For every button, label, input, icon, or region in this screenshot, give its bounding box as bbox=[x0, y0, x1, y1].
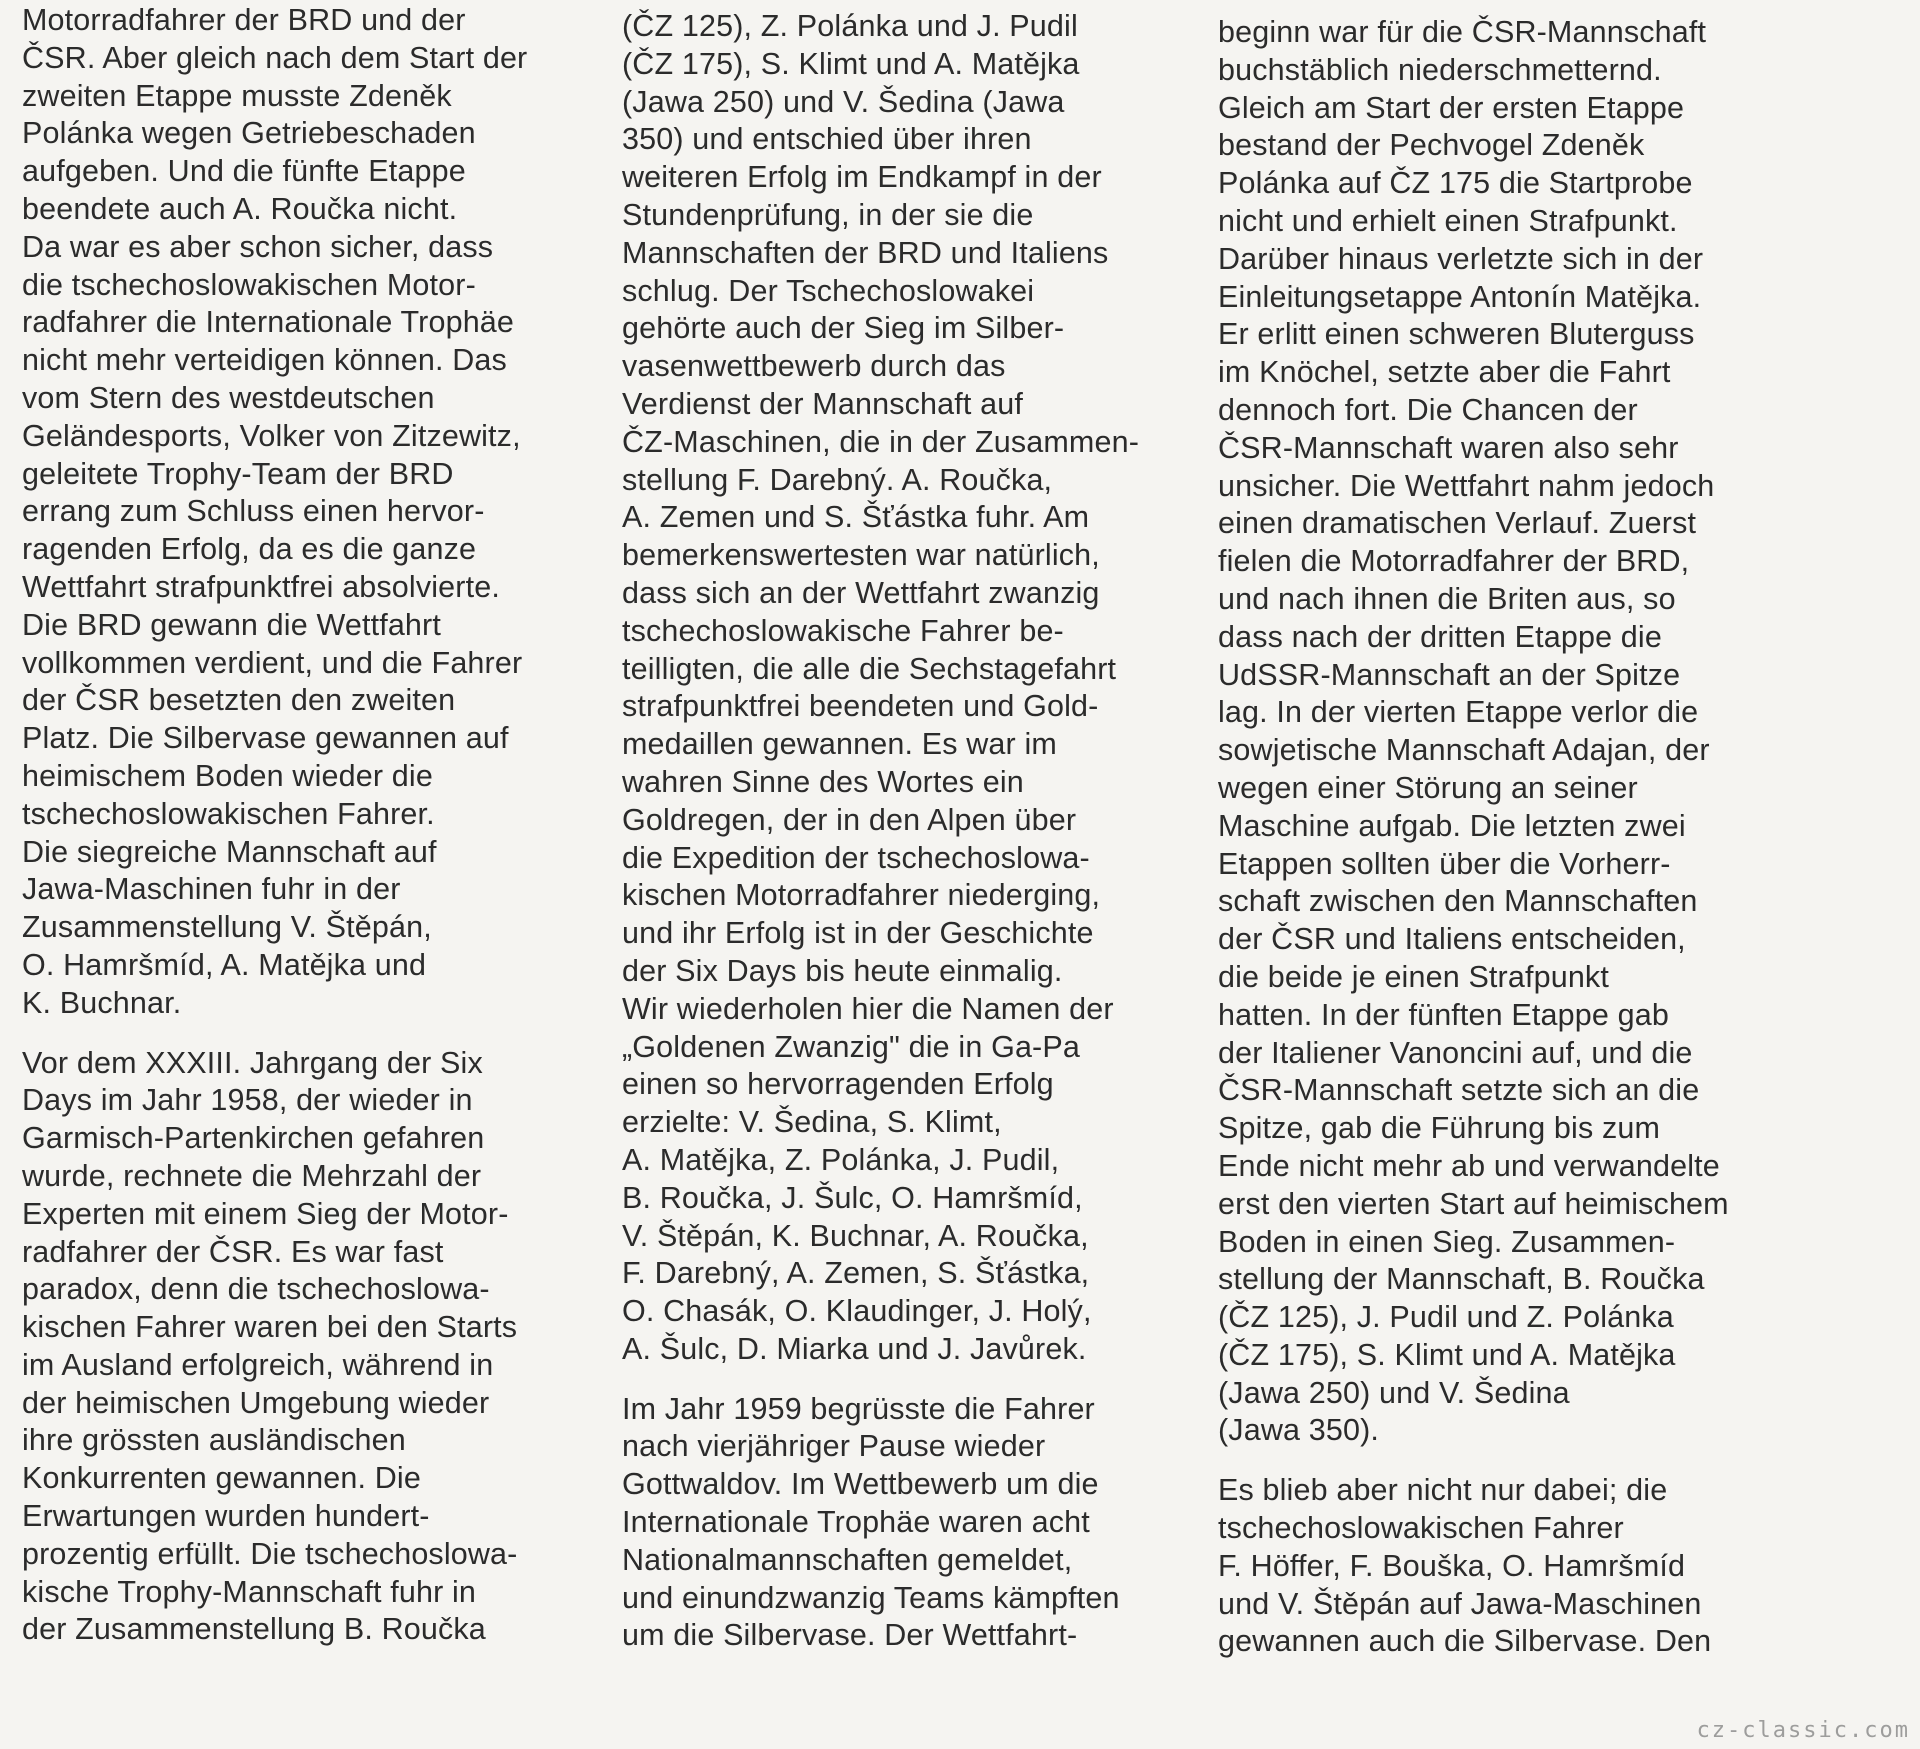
text-column-3 bbox=[1218, 14, 1838, 1661]
text-line: dass nach der dritten Etappe die bbox=[1218, 619, 1662, 654]
text-line: der heimischen Umgebung wieder bbox=[22, 1385, 490, 1420]
text-line: O. Hamršmíd, A. Matějka und bbox=[22, 947, 427, 982]
text-line: A. Zemen und S. Šťástka fuhr. Am bbox=[622, 500, 1090, 535]
text-line: ČSR. Aber gleich nach dem Start der bbox=[22, 40, 528, 75]
text-line: sowjetische Mannschaft Adajan, der bbox=[1218, 733, 1710, 768]
text-line: wegen einer Störung an seiner bbox=[1218, 770, 1638, 805]
text-line: Er erlitt einen schweren Bluterguss bbox=[1218, 317, 1695, 352]
paragraph bbox=[622, 1391, 1222, 1656]
text-line: B. Roučka, J. Šulc, O. Hamršmíd, bbox=[622, 1180, 1083, 1215]
paragraph bbox=[1218, 1472, 1838, 1661]
text-line: Spitze, gab die Führung bis zum bbox=[1218, 1111, 1661, 1146]
text-line: Experten mit einem Sieg der Motor- bbox=[22, 1196, 509, 1231]
text-line: medaillen gewannen. Es war im bbox=[622, 727, 1057, 762]
text-line: Konkurrenten gewannen. Die bbox=[22, 1461, 421, 1496]
text-line: weiteren Erfolg im Endkampf in der bbox=[622, 160, 1102, 195]
text-line: zweiten Etappe musste Zdeněk bbox=[22, 78, 452, 113]
text-line: Darüber hinaus verletzte sich in der bbox=[1218, 241, 1704, 276]
text-line: errang zum Schluss einen hervor- bbox=[22, 494, 485, 529]
text-line: (Jawa 350). bbox=[1218, 1413, 1380, 1448]
text-line: im Ausland erfolgreich, während in bbox=[22, 1347, 494, 1382]
paragraph bbox=[22, 2, 622, 1023]
text-line: geleitete Trophy-Team der BRD bbox=[22, 456, 454, 491]
text-line: Garmisch-Partenkirchen gefahren bbox=[22, 1121, 485, 1156]
text-line: Polánka auf ČZ 175 die Startprobe bbox=[1218, 166, 1693, 201]
text-line: einen dramatischen Verlauf. Zuerst bbox=[1218, 506, 1697, 541]
text-line: radfahrer der ČSR. Es war fast bbox=[22, 1234, 444, 1269]
text-line: Boden in einen Sieg. Zusammen- bbox=[1218, 1224, 1676, 1259]
text-line: K. Buchnar. bbox=[22, 985, 182, 1020]
text-line: Im Jahr 1959 begrüsste die Fahrer bbox=[622, 1391, 1095, 1426]
text-line: gewannen auch die Silbervase. Den bbox=[1218, 1624, 1712, 1659]
text-line: Gleich am Start der ersten Etappe bbox=[1218, 90, 1685, 125]
text-line: ČSR-Mannschaft waren also sehr bbox=[1218, 430, 1679, 465]
text-line: der Italiener Vanoncini auf, und die bbox=[1218, 1035, 1693, 1070]
text-line: einen so hervorragenden Erfolg bbox=[622, 1067, 1054, 1102]
text-line: Polánka wegen Getriebeschaden bbox=[22, 116, 476, 151]
text-line: die tschechoslowakischen Motor- bbox=[22, 267, 476, 302]
text-line: A. Matějka, Z. Polánka, J. Pudil, bbox=[622, 1142, 1060, 1177]
text-line: wurde, rechnete die Mehrzahl der bbox=[22, 1158, 482, 1193]
text-line: Etappen sollten über die Vorherr- bbox=[1218, 846, 1671, 881]
text-line: der ČSR besetzten den zweiten bbox=[22, 683, 456, 718]
text-line: Erwartungen wurden hundert- bbox=[22, 1499, 430, 1534]
text-line: die Expedition der tschechoslowa- bbox=[622, 840, 1090, 875]
text-line: Nationalmannschaften gemeldet, bbox=[622, 1542, 1073, 1577]
text-line: hatten. In der fünften Etappe gab bbox=[1218, 997, 1669, 1032]
text-line: erzielte: V. Šedina, S. Klimt, bbox=[622, 1105, 1002, 1140]
text-line: Wir wiederholen hier die Namen der bbox=[622, 991, 1114, 1026]
text-line: Wettfahrt strafpunktfrei absolvierte. bbox=[22, 569, 500, 604]
text-line: paradox, denn die tschechoslowa- bbox=[22, 1272, 490, 1307]
text-line: teilligten, die alle die Sechstagefahrt bbox=[622, 651, 1117, 686]
text-line: buchstäblich niederschmetternd. bbox=[1218, 52, 1662, 87]
text-line: bemerkenswertesten war natürlich, bbox=[622, 538, 1100, 573]
text-line: der ČSR und Italiens entscheiden, bbox=[1218, 922, 1686, 957]
text-line: nicht mehr verteidigen können. Das bbox=[22, 343, 507, 378]
text-line: radfahrer die Internationale Trophäe bbox=[22, 305, 515, 340]
text-line: vollkommen verdient, und die Fahrer bbox=[22, 645, 523, 680]
text-line: nicht und erhielt einen Strafpunkt. bbox=[1218, 203, 1678, 238]
text-line: Motorradfahrer der BRD und der bbox=[22, 3, 466, 37]
text-line: (ČZ 175), S. Klimt und A. Matějka bbox=[622, 46, 1080, 81]
text-line: tschechoslowakischen Fahrer bbox=[1218, 1511, 1624, 1546]
text-line: wahren Sinne des Wortes ein bbox=[622, 764, 1024, 799]
text-line: Days im Jahr 1958, der wieder in bbox=[22, 1083, 473, 1118]
text-line: V. Štěpán, K. Buchnar, A. Roučka, bbox=[622, 1218, 1089, 1253]
paragraph bbox=[22, 1045, 622, 1650]
text-line: Internationale Trophäe waren acht bbox=[622, 1505, 1090, 1540]
text-line: Mannschaften der BRD und Italiens bbox=[622, 235, 1109, 270]
text-line: dass sich an der Wettfahrt zwanzig bbox=[622, 575, 1100, 610]
paragraph bbox=[1218, 14, 1838, 1450]
text-line: beendete auch A. Roučka nicht. bbox=[22, 191, 458, 226]
text-line: fielen die Motorradfahrer der BRD, bbox=[1218, 544, 1690, 579]
text-line: 350) und entschied über ihren bbox=[622, 122, 1032, 157]
text-line: tschechoslowakische Fahrer be- bbox=[622, 613, 1064, 648]
text-line: bestand der Pechvogel Zdeněk bbox=[1218, 128, 1645, 163]
text-line: der Zusammenstellung B. Roučka bbox=[22, 1612, 486, 1647]
text-column-1 bbox=[22, 2, 622, 1649]
paragraph bbox=[622, 8, 1222, 1369]
text-line: Stundenprüfung, in der sie die bbox=[622, 197, 1034, 232]
text-line: strafpunktfrei beendeten und Gold- bbox=[622, 689, 1099, 724]
text-line: (Jawa 250) und V. Šedina (Jawa bbox=[622, 84, 1065, 119]
text-line: Jawa-Maschinen fuhr in der bbox=[22, 872, 401, 907]
text-line: schlug. Der Tschechoslowakei bbox=[622, 273, 1035, 308]
text-line: schaft zwischen den Mannschaften bbox=[1218, 884, 1698, 919]
text-line: (ČZ 175), S. Klimt und A. Matějka bbox=[1218, 1337, 1676, 1372]
text-line: A. Šulc, D. Miarka und J. Javůrek. bbox=[622, 1331, 1087, 1366]
text-line: kischen Motorradfahrer niederging, bbox=[622, 878, 1101, 913]
text-line: Maschine aufgab. Die letzten zwei bbox=[1218, 808, 1686, 843]
text-line: um die Silbervase. Der Wettfahrt- bbox=[622, 1618, 1078, 1653]
text-column-2 bbox=[622, 8, 1222, 1655]
text-line: und einundzwanzig Teams kämpften bbox=[622, 1580, 1120, 1615]
text-line: stellung der Mannschaft, B. Roučka bbox=[1218, 1262, 1705, 1297]
text-line: heimischem Boden wieder die bbox=[22, 758, 433, 793]
text-line: Ende nicht mehr ab und verwandelte bbox=[1218, 1148, 1720, 1183]
text-line: (ČZ 125), J. Pudil und Z. Polánka bbox=[1218, 1300, 1674, 1335]
text-line: UdSSR-Mannschaft an der Spitze bbox=[1218, 657, 1681, 692]
text-line: im Knöchel, setzte aber die Fahrt bbox=[1218, 355, 1671, 390]
text-line: Einleitungsetappe Antonín Matějka. bbox=[1218, 279, 1702, 314]
text-line: (ČZ 125), Z. Polánka und J. Pudil bbox=[622, 9, 1078, 43]
text-line: ČZ-Maschinen, die in der Zusammen- bbox=[622, 424, 1140, 459]
text-line: Es blieb aber nicht nur dabei; die bbox=[1218, 1473, 1668, 1508]
text-line: dennoch fort. Die Chancen der bbox=[1218, 392, 1638, 427]
text-line: stellung F. Darebný. A. Roučka, bbox=[622, 462, 1053, 497]
text-line: ihre grössten ausländischen bbox=[22, 1423, 406, 1458]
text-line: vom Stern des westdeutschen bbox=[22, 380, 435, 415]
text-line: Goldregen, der in den Alpen über bbox=[622, 802, 1077, 837]
text-line: unsicher. Die Wettfahrt nahm jedoch bbox=[1218, 468, 1715, 503]
text-line: aufgeben. Und die fünfte Etappe bbox=[22, 154, 466, 189]
text-line: lag. In der vierten Etappe verlor die bbox=[1218, 695, 1699, 730]
text-line: gehörte auch der Sieg im Silber- bbox=[622, 311, 1065, 346]
text-line: kischen Fahrer waren bei den Starts bbox=[22, 1310, 518, 1345]
text-line: der Six Days bis heute einmalig. bbox=[622, 953, 1063, 988]
text-line: Vor dem XXXIII. Jahrgang der Six bbox=[22, 1045, 483, 1080]
text-line: Zusammenstellung V. Štěpán, bbox=[22, 910, 432, 945]
text-line: und V. Štěpán auf Jawa-Maschinen bbox=[1218, 1586, 1702, 1621]
text-line: vasenwettbewerb durch das bbox=[622, 349, 1006, 384]
text-line: Gottwaldov. Im Wettbewerb um die bbox=[622, 1467, 1099, 1502]
text-line: „Goldenen Zwanzig" die in Ga-Pa bbox=[622, 1029, 1080, 1064]
text-line: F. Darebný, A. Zemen, S. Šťástka, bbox=[622, 1256, 1090, 1291]
watermark-text: cz-classic.com bbox=[1696, 1718, 1910, 1743]
text-line: und ihr Erfolg ist in der Geschichte bbox=[622, 916, 1094, 951]
text-line: beginn war für die ČSR-Mannschaft bbox=[1218, 15, 1707, 49]
text-line: Da war es aber schon sicher, dass bbox=[22, 229, 494, 264]
text-line: F. Höffer, F. Bouška, O. Hamršmíd bbox=[1218, 1548, 1686, 1583]
text-line: und nach ihnen die Briten aus, so bbox=[1218, 581, 1676, 616]
text-line: nach vierjähriger Pause wieder bbox=[622, 1429, 1046, 1464]
text-line: kische Trophy-Mannschaft fuhr in bbox=[22, 1574, 477, 1609]
text-line: ČSR-Mannschaft setzte sich an die bbox=[1218, 1073, 1700, 1108]
text-line: Platz. Die Silbervase gewannen auf bbox=[22, 721, 509, 756]
text-line: die beide je einen Strafpunkt bbox=[1218, 959, 1609, 994]
text-line: Die BRD gewann die Wettfahrt bbox=[22, 607, 441, 642]
text-line: erst den vierten Start auf heimischem bbox=[1218, 1186, 1729, 1221]
text-line: prozentig erfüllt. Die tschechoslowa- bbox=[22, 1536, 518, 1571]
text-line: (Jawa 250) und V. Šedina bbox=[1218, 1375, 1570, 1410]
text-line: ragenden Erfolg, da es die ganze bbox=[22, 532, 477, 567]
text-line: Geländesports, Volker von Zitzewitz, bbox=[22, 418, 521, 453]
text-line: O. Chasák, O. Klaudinger, J. Holý, bbox=[622, 1294, 1092, 1329]
text-line: Verdienst der Mannschaft auf bbox=[622, 386, 1023, 421]
text-line: Die siegreiche Mannschaft auf bbox=[22, 834, 437, 869]
text-line: tschechoslowakischen Fahrer. bbox=[22, 796, 435, 831]
